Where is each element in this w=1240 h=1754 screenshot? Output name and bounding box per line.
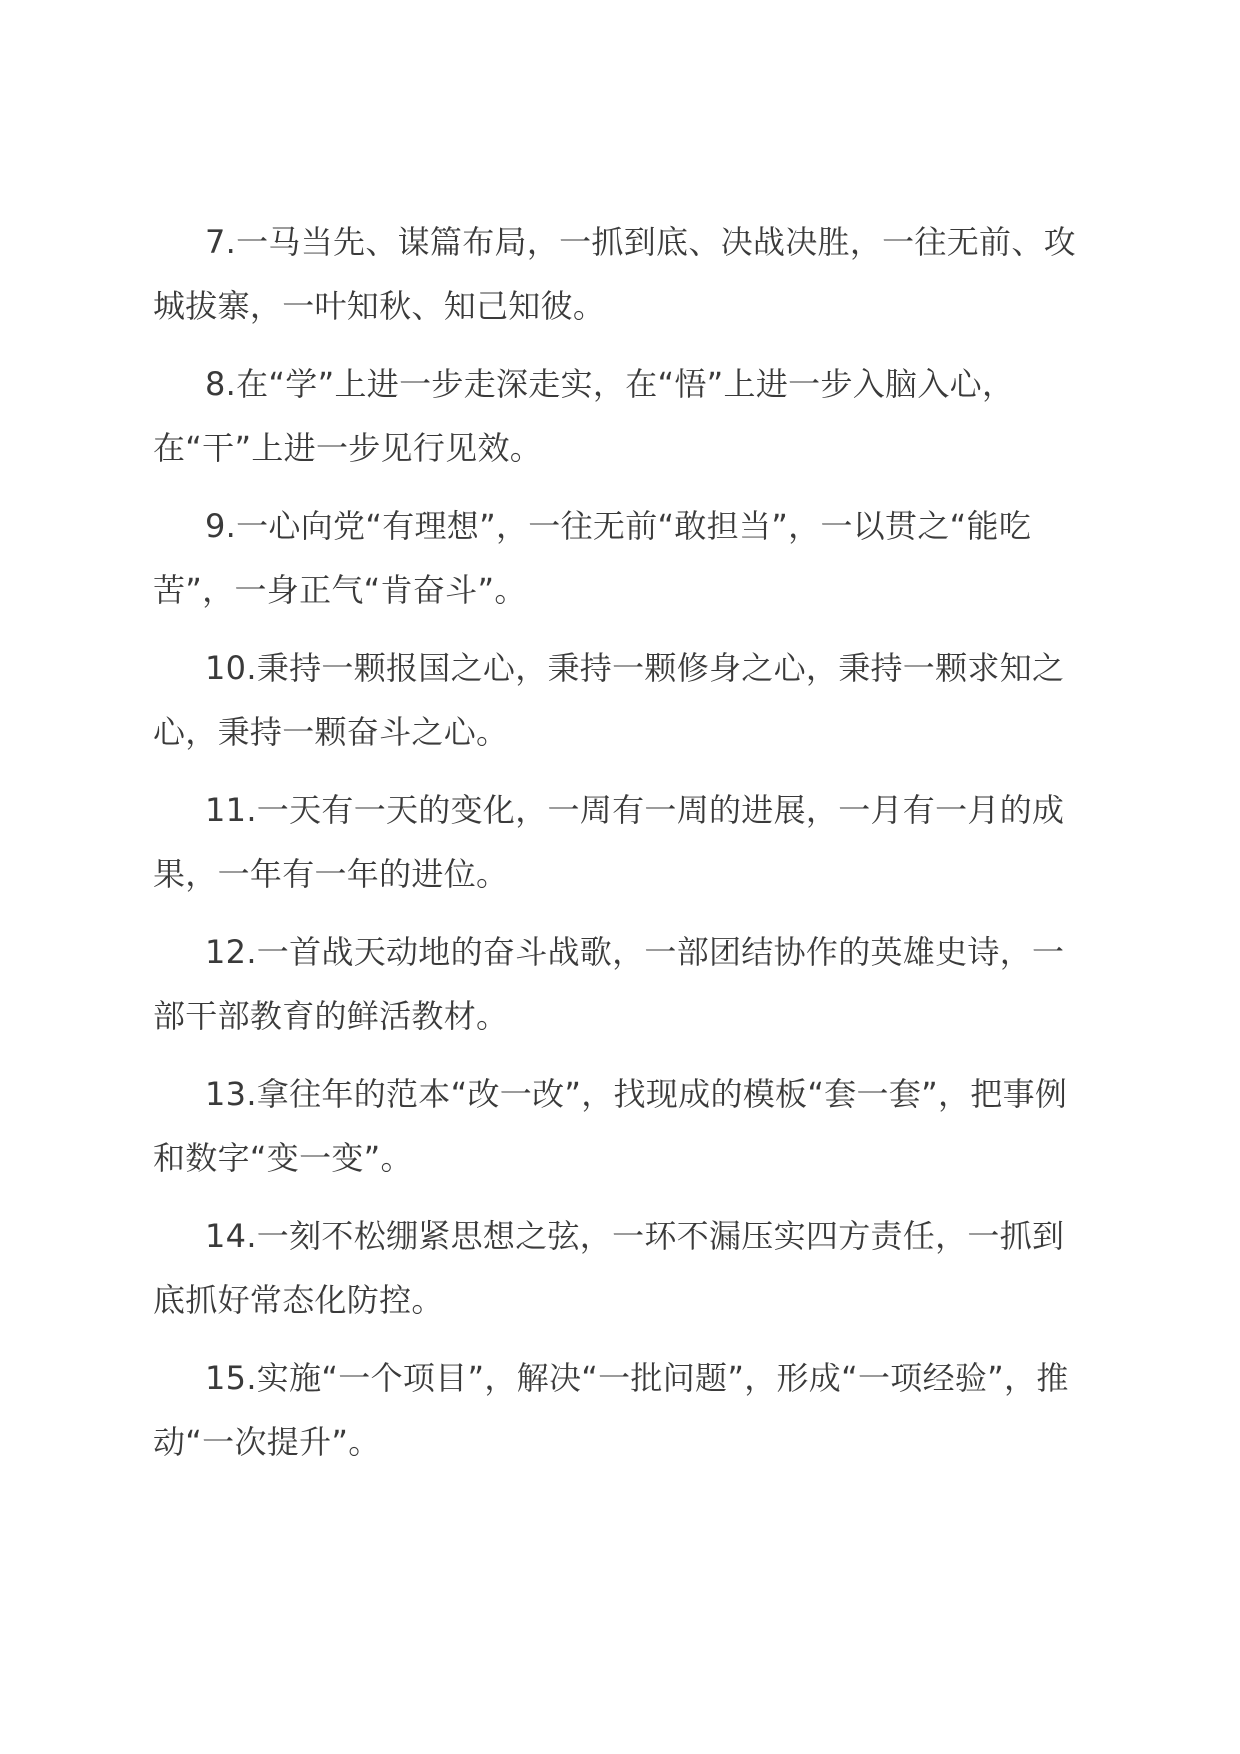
paragraph-12: 12.一首战天动地的奋斗战歌，一部团结协作的英雄史诗，一部干部教育的鲜活教材。 <box>153 933 1065 1035</box>
paragraph-9: 9.一心向党“有理想”，一往无前“敢担当”，一以贯之“能吃苦”，一身正气“肯奋斗”。 <box>153 507 1032 609</box>
paragraph-11: 11.一天有一天的变化，一周有一周的进展，一月有一月的成果，一年有一年的进位。 <box>153 791 1065 893</box>
paragraph-7: 7.一马当先、谋篇布局，一抓到底、决战决胜，一往无前、攻城拔寨，一叶知秋、知己知彼。 <box>153 223 1076 325</box>
paragraph-15: 15.实施“一个项目”，解决“一批问题”，形成“一项经验”，推动“一次提升”。 <box>153 1359 1069 1461</box>
document-body <box>153 210 1093 1488</box>
paragraph-14: 14.一刻不松绷紧思想之弦，一环不漏压实四方责任，一抓到底抓好常态化防控。 <box>153 1217 1065 1319</box>
paragraph-10: 10.秉持一颗报国之心，秉持一颗修身之心，秉持一颗求知之心，秉持一颗奋斗之心。 <box>153 649 1065 751</box>
paragraph-13: 13.拿往年的范本“改一改”，找现成的模板“套一套”，把事例和数字“变一变”。 <box>153 1075 1068 1177</box>
paragraph-8: 8.在“学”上进一步走深走实，在“悟”上进一步入脑入心，在“干”上进一步见行见效。 <box>153 365 1015 467</box>
